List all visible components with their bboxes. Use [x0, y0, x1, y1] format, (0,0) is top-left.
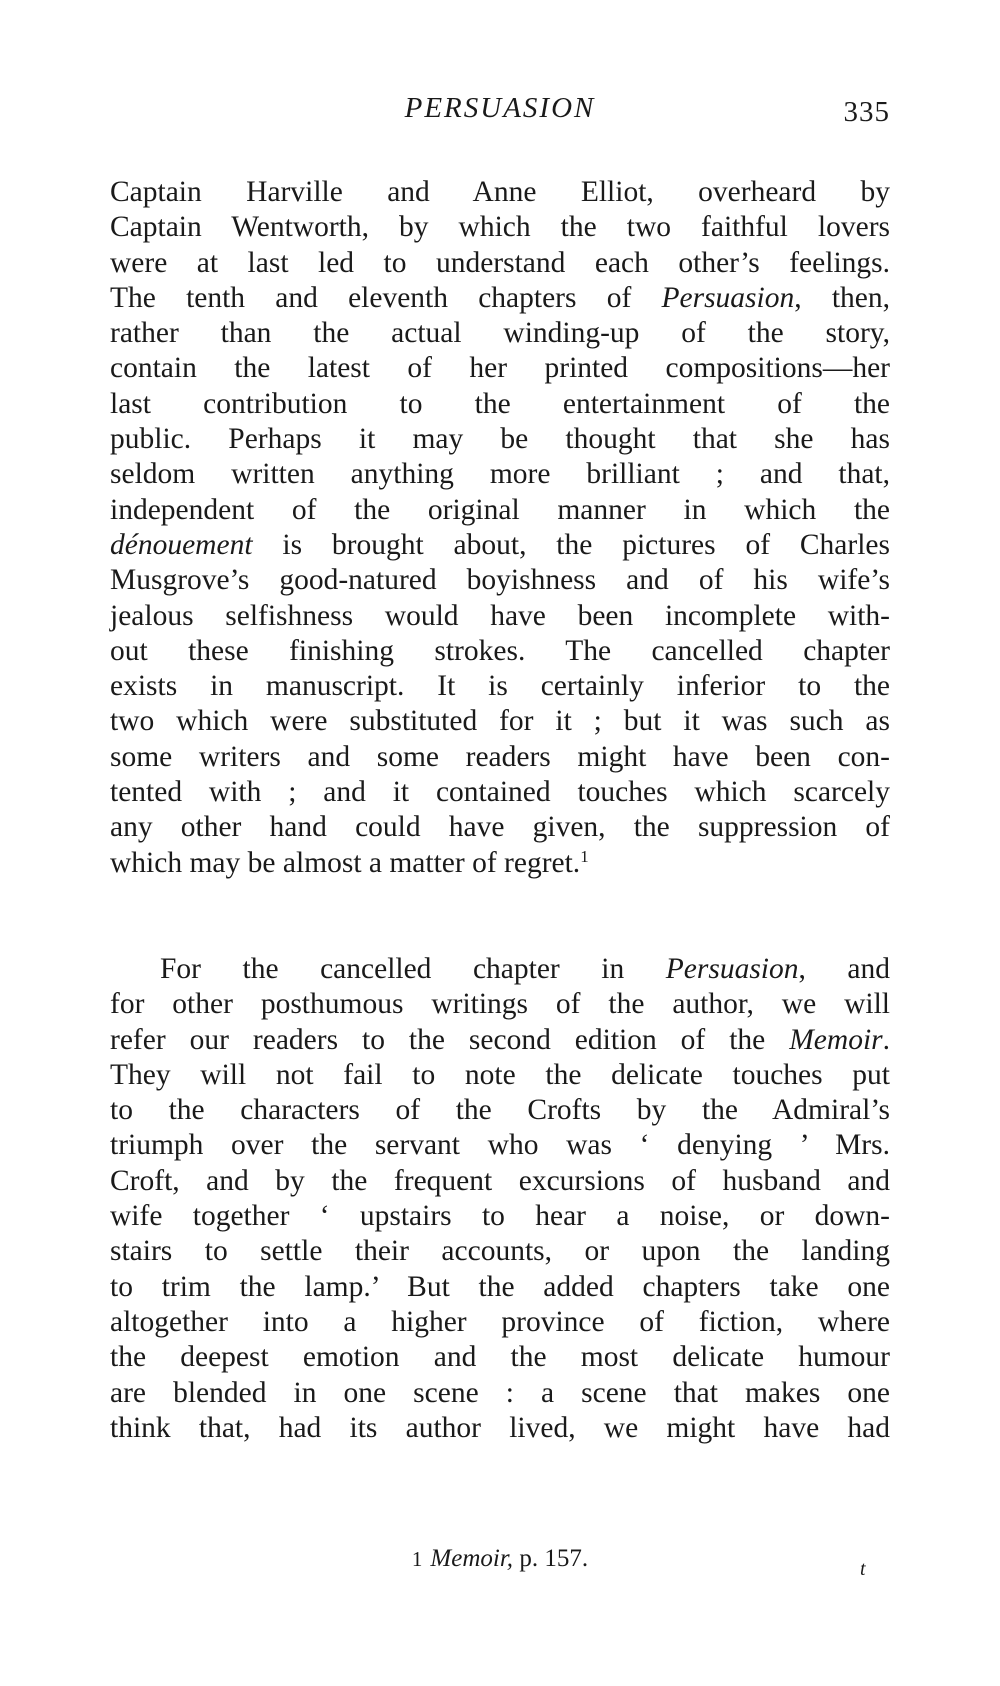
- text-line: were at last led to understand each other’s feelings.: [110, 246, 890, 279]
- footnote-reference: 1: [580, 846, 589, 866]
- text-line: Croft, and by the frequent excursions of husband and: [110, 1164, 890, 1197]
- text-line: two which were substituted for it ; but it was such as: [110, 705, 890, 738]
- text-line: think that, had its author lived, we might have had: [110, 1411, 890, 1444]
- running-head: [110, 92, 890, 132]
- running-title: PERSUASION: [404, 92, 596, 124]
- text-line: last contribution to the entertainment of the: [110, 387, 890, 420]
- text-line: rather than the actual winding-up of the story,: [110, 317, 890, 350]
- text-line: to the characters of the Crofts by the Admiral’s: [110, 1094, 890, 1127]
- text-line: exists in manuscript. It is certainly inferior to the: [110, 670, 890, 703]
- text-line: Captain Wentworth, by which the two faithful lovers: [110, 211, 890, 244]
- text-line: wife together ‘ upstairs to hear a noise, or down-: [110, 1200, 890, 1233]
- text-line: seldom written anything more brilliant ; and that,: [110, 458, 890, 491]
- signature-mark: t: [860, 1558, 866, 1580]
- footnote: [110, 1545, 890, 1573]
- text-line: the deepest emotion and the most delicate humour: [110, 1341, 890, 1374]
- text-line: The tenth and eleventh chapters of Persuasion, then,: [110, 281, 890, 314]
- text-line: Musgrove’s good-natured boyishness and of his wife’s: [110, 564, 890, 597]
- paragraph-2: [110, 952, 890, 1446]
- paragraph-1: [110, 175, 890, 881]
- italic-title: Persuasion: [665, 953, 799, 985]
- text-line: Captain Harville and Anne Elliot, overheard by: [110, 176, 890, 208]
- text-line: which may be almost a matter of regret.$^1$: [110, 846, 589, 879]
- text-line: out these finishing strokes. The cancelled chapter: [110, 634, 890, 667]
- text-line: triumph over the servant who was ‘ denying ’ Mrs.: [110, 1129, 890, 1162]
- page-number: 335: [843, 96, 890, 128]
- text-line: are blended in one scene : a scene that makes one: [110, 1376, 890, 1409]
- italic-title: Persuasion: [661, 281, 795, 314]
- text-line: altogether into a higher province of fiction, where: [110, 1305, 890, 1338]
- text-line: public. Perhaps it may be thought that she has: [110, 423, 890, 456]
- text-line: independent of the original manner in which the: [110, 493, 890, 526]
- text-line: They will not fail to note the delicate touches put: [110, 1058, 890, 1091]
- footnote-number: 1: [411, 1547, 423, 1571]
- text-line: for other posthumous writings of the author, we will: [110, 988, 890, 1021]
- footnote-source: Memoir,: [430, 1545, 514, 1572]
- text-line: any other hand could have given, the suppression of: [110, 811, 890, 844]
- text-line: dénouement is brought about, the pictures of Charles: [110, 528, 890, 561]
- text-line: tented with ; and it contained touches which scarcely: [110, 776, 890, 809]
- text-line: For the cancelled chapter in Persuasion, and: [160, 953, 890, 985]
- text-line: refer our readers to the second edition of the Memoir.: [110, 1023, 890, 1056]
- footnote-page: p. 157.: [519, 1545, 589, 1572]
- text-line: some writers and some readers might have been con-: [110, 740, 890, 773]
- italic-title: Memoir: [789, 1023, 883, 1056]
- text-line: stairs to settle their accounts, or upon the landing: [110, 1235, 890, 1268]
- text-line: contain the latest of her printed compositions—her: [110, 352, 890, 385]
- text-line: to trim the lamp.’ But the added chapters take one: [110, 1270, 890, 1303]
- italic-term: dénouement: [110, 528, 253, 561]
- text-line: jealous selfishness would have been incomplete with-: [110, 599, 890, 632]
